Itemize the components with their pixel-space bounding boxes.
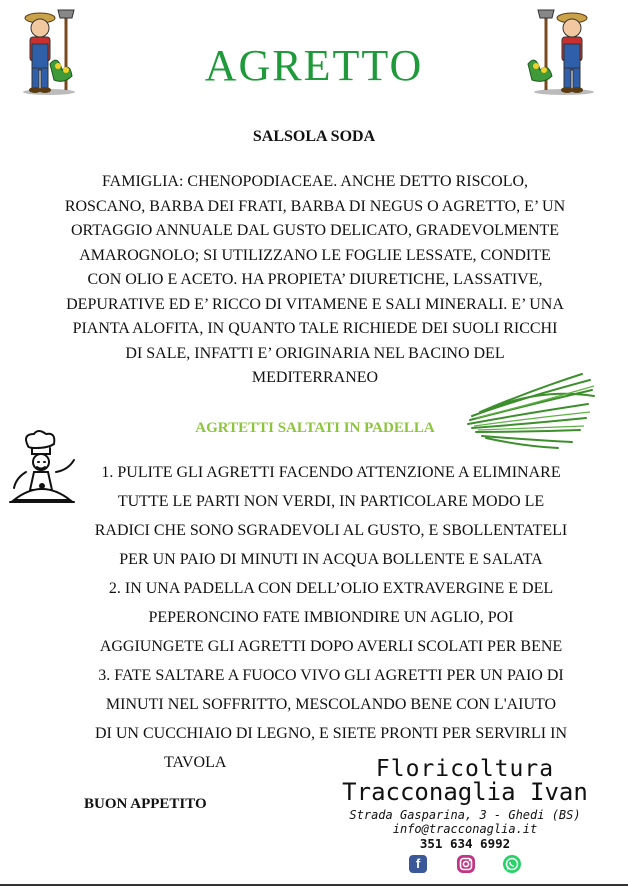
social-icons — [405, 853, 530, 875]
business-email: info@tracconaglia.it — [392, 822, 538, 836]
intro-line: FAMIGLIA: CHENOPODIACEAE. ANCHE DETTO RISCOLO, — [101, 173, 529, 190]
page-subtitle: SALSOLA SODA — [252, 128, 376, 145]
step-line: PER UN PAIO DI MINUTI IN ACQUA BOLLENTE E SALATA — [119, 551, 543, 568]
intro-paragraph — [40, 170, 590, 391]
instagram-icon[interactable] — [457, 855, 475, 873]
step-line: RADICI CHE SONO SGRADEVOLI AL GUSTO, E SBOLLENTATELI — [94, 522, 568, 539]
page-title: AGRETTO — [204, 41, 424, 90]
business-name-line1: Floricoltura — [375, 756, 555, 782]
intro-line: DI SALE, INFATTI E’ ORIGINARIA NEL BACINO DEL — [125, 344, 505, 362]
intro-line: AMAROGNOLO; SI UTILIZZANO LE FOGLIE LESSATE, CONDITE — [79, 246, 551, 264]
business-address: Strada Gasparina, 3 - Ghedi (BS) — [349, 808, 581, 822]
business-name-line2: Tracconaglia Ivan — [342, 778, 588, 806]
step-line: AGGIUNGETE GLI AGRETTI DOPO AVERLI SCOLATI PER BENE — [99, 638, 563, 655]
intro-line: DEPURATIVE ED E’ RICCO DI VITAMENE E SALI MINERALI. E’ UNA — [66, 295, 564, 313]
step-line: 1. PULITE GLI AGRETTI FACENDO ATTENZIONE A ELIMINARE — [101, 464, 561, 481]
step-line: MINUTI NEL SOFFRITTO, MESCOLANDO BENE CON L'AIUTO — [105, 696, 557, 713]
step-line: 2. IN UNA PADELLA CON DELL’OLIO EXTRAVERGINE E DEL — [108, 580, 554, 597]
intro-line: CON OLIO E ACETO. HA PROPIETA’ DIURETICHE, LASSATIVE, — [87, 271, 543, 288]
agretto-plant-icon — [462, 368, 598, 450]
intro-line: PIANTA ALOFITA, IN QUANTO TALE RICHIEDE DEI SUOLI RICCHI — [72, 320, 558, 337]
closing-text: BUON APPETITO — [84, 796, 207, 812]
recipe-steps — [66, 458, 596, 777]
business-phone: 351 634 6992 — [419, 836, 511, 851]
bottom-divider — [0, 884, 628, 886]
whatsapp-icon[interactable] — [503, 855, 521, 873]
intro-line: ORTAGGIO ANNUALE DAL GUSTO DELICATO, GRADEVOLMENTE — [70, 222, 560, 239]
intro-line: MEDITERRANEO — [251, 369, 379, 386]
step-line: 3. FATE SALTARE A FUOCO VIVO GLI AGRETTI PER UN PAIO DI — [98, 667, 564, 684]
step-line: DI UN CUCCHIAIO DI LEGNO, E SIETE PRONTI PER SERVIRLI IN — [94, 725, 568, 742]
facebook-icon[interactable]: f — [409, 855, 427, 873]
step-line: PEPERONCINO FATE IMBIONDIRE UN AGLIO, POI — [148, 609, 514, 626]
business-card — [320, 756, 610, 851]
recipe-title: AGRTETTI SALTATI IN PADELLA — [195, 420, 435, 436]
intro-line: ROSCANO, BARBA DEI FRATI, BARBA DI NEGUS O AGRETTO, E’ UN — [64, 197, 566, 215]
step-line: TUTTE LE PARTI NON VERDI, IN PARTICOLARE MODO LE — [117, 493, 545, 510]
step-line: TAVOLA — [164, 754, 227, 771]
